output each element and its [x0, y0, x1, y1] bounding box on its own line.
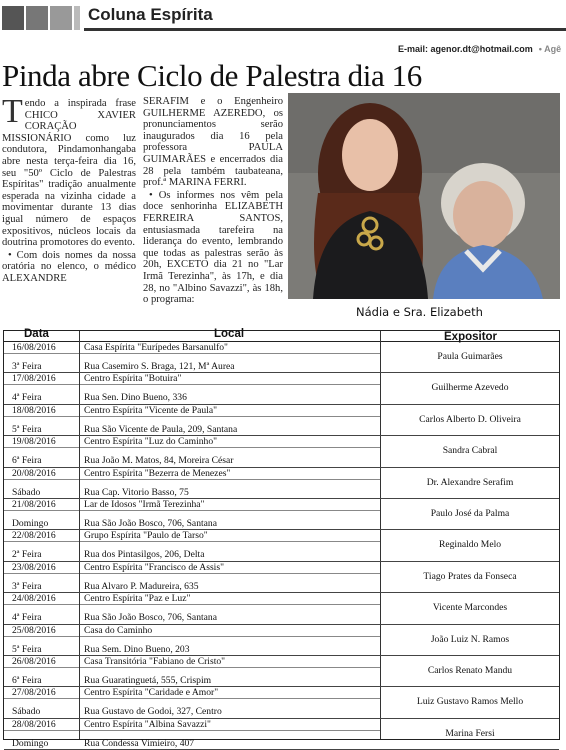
row-inner-rule [80, 416, 380, 417]
contact-email[interactable]: E-mail: agenor.dt@hotmail.com [398, 44, 533, 54]
row-address: Rua Cap. Vitorio Basso, 75 [84, 486, 189, 498]
row-address: Rua São Vicente de Paula, 209, Santana [84, 423, 238, 435]
row-address: Rua Guaratinguetá, 555, Crispim [84, 675, 212, 686]
section-masthead [0, 0, 566, 36]
row-speaker: Paulo José da Palma [430, 508, 510, 519]
table-row [4, 342, 559, 373]
row-inner-rule [80, 447, 380, 448]
table-row [4, 499, 559, 530]
row-date: 17/08/2016 [12, 373, 56, 385]
row-inner-rule [4, 698, 79, 699]
row-date: 22/08/2016 [12, 530, 56, 542]
row-speaker: Dr. Alexandre Serafim [426, 476, 514, 488]
article-paragraph-4: • Os informes nos vêm pela doce senhorinha ELIZABETH FERREIRA SANTOS, entusiasmada tarefeira na liderança do evento, lembrando que todas as palestras serão às 20h, EXCETO dia 21 no "Lar Irmã Terezinha", às 17h, e dia 28, no "Albino Savazzi", às 18h, o programa: [143, 189, 283, 306]
contact-suffix: • Agê [538, 44, 562, 54]
row-inner-rule [4, 541, 79, 542]
row-weekday: 5ª Feira [12, 643, 42, 655]
row-inner-rule [4, 604, 79, 605]
table-row [4, 687, 559, 718]
row-inner-rule [80, 353, 380, 354]
row-speaker: Luiz Gustavo Ramos Mello [416, 696, 524, 708]
row-venue: Centro Espírita "Luz do Caminho" [84, 436, 218, 448]
row-weekday: 4ª Feira [12, 612, 42, 624]
row-venue: Centro Espírita "Albina Savazzi" [84, 718, 211, 730]
row-weekday: Sábado [12, 486, 41, 498]
table-row [4, 436, 559, 467]
row-inner-rule [4, 510, 79, 511]
row-inner-rule [80, 636, 380, 637]
article-paragraph-1: Tendo a inspirada frase CHICO XAVIER CORAÇÃO MISSIONÁRIO como luz condutora, Pindamonhangaba abre nesta terça-feira dia 16, seu "50º Ciclo de Palestras Espíritas" tradição anualmente esperada na vizinha cidade a movimentar durante 13 dias igual número de espaços expositivos, núcleos locais da doutrina promotores do evento. [2, 93, 136, 249]
row-date: 18/08/2016 [12, 404, 56, 416]
row-inner-rule [4, 667, 79, 668]
table-header [4, 328, 559, 343]
masthead-rule [84, 28, 566, 31]
row-weekday: 5ª Feira [12, 423, 42, 435]
row-speaker: Paula Guimarães [437, 351, 503, 362]
row-venue: Centro Espírita "Vicente de Paula" [84, 404, 218, 416]
row-address: Rua Casemiro S. Braga, 121, Mª Aurea [84, 361, 235, 372]
row-address: Rua Condessa Vimieiro, 407 [84, 737, 195, 749]
article-headline: Pinda abre Ciclo de Palestra dia 16 [2, 58, 422, 93]
row-date: 19/08/2016 [12, 436, 56, 448]
row-inner-rule [80, 604, 380, 605]
row-venue: Centro Espírita "Bezerra de Menezes" [84, 467, 231, 479]
table-row [4, 468, 559, 499]
row-date: 28/08/2016 [12, 718, 56, 730]
row-inner-rule [80, 730, 380, 731]
row-weekday: Domingo [12, 737, 49, 749]
row-speaker: Vicente Marcondes [432, 602, 508, 614]
row-inner-rule [4, 416, 79, 417]
photo-caption: Nádia e Sra. Elizabeth [356, 305, 483, 319]
row-weekday: Domingo [12, 518, 49, 529]
row-address: Rua Alvaro P. Madureira, 635 [84, 580, 199, 592]
row-inner-rule [4, 573, 79, 574]
row-date: 21/08/2016 [12, 499, 56, 510]
row-speaker: Marina Fersi [445, 727, 495, 739]
header-date: Data [24, 328, 49, 340]
table-row [4, 625, 559, 656]
row-weekday: 2ª Feira [12, 549, 42, 561]
row-inner-rule [4, 447, 79, 448]
row-venue: Lar de Idosos "Irmã Terezinha" [84, 499, 205, 510]
article-column-left [2, 93, 136, 300]
row-inner-rule [80, 510, 380, 511]
table-row [4, 562, 559, 593]
table-row [4, 373, 559, 404]
row-venue: Centro Espírita "Caridade e Amor" [84, 687, 219, 699]
row-address: Rua dos Pintasilgos, 206, Delta [84, 549, 205, 561]
row-speaker: Tiago Prates da Fonseca [423, 570, 517, 582]
row-date: 16/08/2016 [12, 342, 56, 353]
row-date: 25/08/2016 [12, 624, 56, 636]
row-venue: Casa do Caminho [84, 624, 153, 636]
row-venue: Centro Espírita "Francisco de Assis" [84, 561, 224, 573]
row-address: Rua São João Bosco, 706, Santana [84, 518, 217, 529]
article-paragraph-2: • Com dois nomes da nossa oratória no elenco, o médico ALEXANDRE [2, 249, 136, 284]
row-weekday: 6ª Feira [12, 455, 42, 467]
row-speaker: Reginaldo Melo [438, 539, 502, 551]
row-inner-rule [80, 384, 380, 385]
row-speaker: Carlos Renato Mandu [427, 665, 513, 676]
row-inner-rule [80, 667, 380, 668]
row-inner-rule [80, 479, 380, 480]
row-inner-rule [4, 384, 79, 385]
row-venue: Casa Espírita "Eurípedes Barsanulfo" [84, 342, 228, 353]
table-row [4, 719, 559, 750]
row-inner-rule [4, 730, 79, 731]
row-inner-rule [4, 636, 79, 637]
header-place: Local [214, 328, 245, 340]
row-speaker: Carlos Alberto D. Oliveira [419, 413, 521, 425]
row-address: Rua Sem. Dino Bueno, 203 [84, 643, 190, 655]
table-row [4, 530, 559, 561]
row-date: 20/08/2016 [12, 467, 56, 479]
row-date: 27/08/2016 [12, 687, 56, 699]
photo-illustration [288, 93, 560, 299]
article-column-middle [143, 96, 283, 308]
row-weekday: Sábado [12, 706, 41, 718]
row-inner-rule [4, 353, 79, 354]
row-address: Rua Gustavo de Godoi, 327, Centro [84, 706, 222, 718]
row-date: 23/08/2016 [12, 561, 56, 573]
row-date: 26/08/2016 [12, 656, 56, 667]
row-address: Rua São João Bosco, 706, Santana [84, 612, 217, 624]
row-venue: Grupo Espírita "Paulo de Tarso" [84, 530, 208, 542]
row-inner-rule [80, 698, 380, 699]
row-speaker: Sandra Cabral [442, 445, 498, 457]
row-inner-rule [80, 541, 380, 542]
table-row [4, 656, 559, 687]
row-speaker: João Luiz N. Ramos [430, 633, 510, 645]
section-title: Coluna Espírita [88, 5, 213, 24]
row-venue: Centro Espírita "Paz e Luz" [84, 593, 191, 605]
article-paragraph-3: SERAFIM e o Engenheiro GUILHERME AZEREDO, os pronunciamentos serão inaugurados dia 16 pela professora PAULA GUIMARÃES e encerrados dia 28 pela também taubateana, prof.ª MARINA FERRI. [143, 96, 283, 189]
row-address: Rua Sen. Dino Bueno, 336 [84, 392, 187, 404]
row-weekday: 3ª Feira [12, 580, 42, 592]
row-weekday: 4ª Feira [12, 392, 42, 404]
drop-cap: T [2, 93, 23, 130]
row-venue: Casa Transitória "Fabiano de Cristo" [84, 656, 226, 667]
masthead-logo-blocks [2, 6, 80, 30]
table-row [4, 593, 559, 624]
row-speaker: Guilherme Azevedo [431, 382, 509, 394]
header-speaker: Expositor [444, 331, 498, 343]
article-photo [288, 93, 560, 299]
row-inner-rule [80, 573, 380, 574]
table-row [4, 405, 559, 436]
schedule-table [3, 328, 560, 749]
contact-line [398, 44, 561, 54]
row-inner-rule [4, 479, 79, 480]
row-weekday: 6ª Feira [12, 675, 42, 686]
row-weekday: 3ª Feira [12, 361, 42, 372]
row-venue: Centro Espírita "Botuira" [84, 373, 182, 385]
row-date: 24/08/2016 [12, 593, 56, 605]
row-address: Rua João M. Matos, 84, Moreira César [84, 455, 234, 467]
